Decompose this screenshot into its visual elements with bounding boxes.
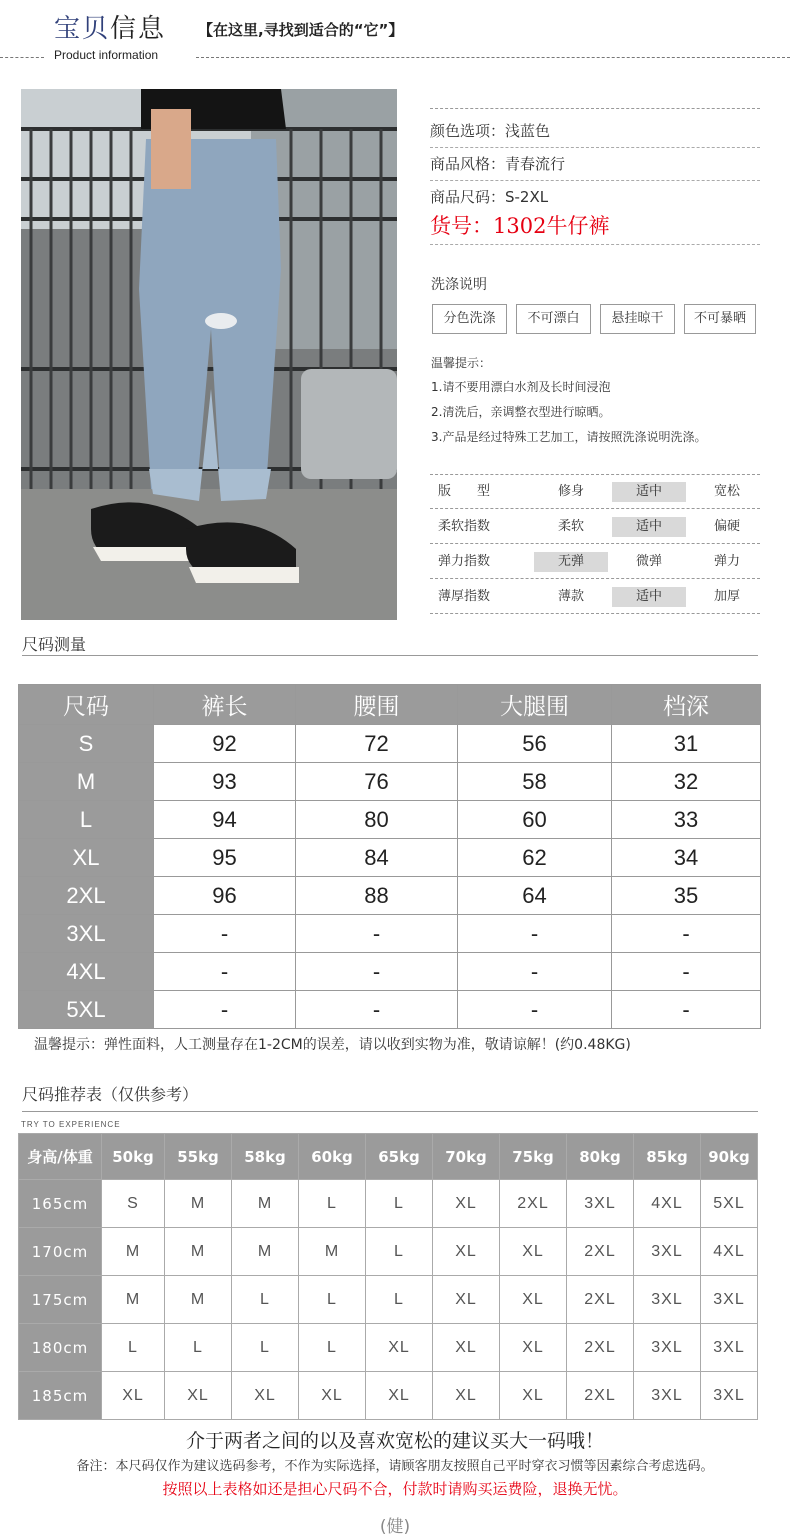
recommend-size-cell: XL <box>500 1372 567 1420</box>
recommend-header-cell: 85kg <box>634 1134 701 1180</box>
recommend-size-cell: 2XL <box>567 1372 634 1420</box>
size-value-cell: 35 <box>612 877 761 915</box>
recommend-size-cell: 3XL <box>634 1276 701 1324</box>
size-header-cell: 裤长 <box>154 685 296 725</box>
table-row <box>19 877 761 915</box>
attribute-option: 柔软 <box>557 519 584 534</box>
size-value-cell: - <box>458 991 612 1029</box>
recommend-header-cell: 60kg <box>299 1134 366 1180</box>
size-value-cell: 92 <box>154 725 296 763</box>
table-row <box>19 763 761 801</box>
table-row <box>19 915 761 953</box>
recommend-table <box>18 1133 758 1420</box>
recommend-size-cell: 3XL <box>567 1180 634 1228</box>
attribute-name: 版 型 <box>438 484 491 499</box>
info-sizes: 商品尺码：S-2XL <box>430 188 549 206</box>
recommend-header-cell: 65kg <box>366 1134 433 1180</box>
attribute-option-selected: 适中 <box>612 517 686 537</box>
size-value-cell: 31 <box>612 725 761 763</box>
recommend-header-cell: 55kg <box>165 1134 232 1180</box>
size-value-cell: 80 <box>296 801 458 839</box>
size-value-cell: 34 <box>612 839 761 877</box>
recommend-size-cell: 3XL <box>634 1324 701 1372</box>
recommend-size-cell: 4XL <box>634 1180 701 1228</box>
recommend-header-cell: 身高/体重 <box>19 1134 102 1180</box>
recommend-size-cell: XL <box>102 1372 165 1420</box>
attribute-name: 弹力指数 <box>438 554 491 569</box>
recommend-size-cell: L <box>232 1276 299 1324</box>
attribute-option: 修身 <box>557 484 584 499</box>
recommend-size-cell: M <box>102 1276 165 1324</box>
recommend-size-cell: L <box>366 1228 433 1276</box>
recommend-title: 尺码推荐表（仅供参考） <box>22 1085 199 1104</box>
attribute-option-selected: 适中 <box>612 587 686 607</box>
size-label-cell: M <box>19 763 154 801</box>
recommend-size-cell: 3XL <box>701 1372 758 1420</box>
recommend-header-cell: 58kg <box>232 1134 299 1180</box>
size-section-title: 尺码测量 <box>22 635 87 654</box>
recommend-size-cell: S <box>102 1180 165 1228</box>
recommend-size-cell: 2XL <box>567 1228 634 1276</box>
size-table <box>18 684 761 1029</box>
table-row <box>19 1324 758 1372</box>
recommend-size-cell: M <box>299 1228 366 1276</box>
size-header-cell: 腰围 <box>296 685 458 725</box>
size-value-cell: - <box>612 953 761 991</box>
attribute-row <box>430 474 760 509</box>
table-row <box>19 1180 758 1228</box>
recommend-size-cell: L <box>299 1324 366 1372</box>
table-row <box>19 991 761 1029</box>
wash-tag: 悬挂晾干 <box>600 304 675 334</box>
size-value-cell: - <box>154 915 296 953</box>
recommend-size-cell: 3XL <box>634 1372 701 1420</box>
size-value-cell: 33 <box>612 801 761 839</box>
size-value-cell: 96 <box>154 877 296 915</box>
recommend-size-cell: XL <box>366 1372 433 1420</box>
recommend-header-cell: 70kg <box>433 1134 500 1180</box>
size-label-cell: 2XL <box>19 877 154 915</box>
attribute-option-selected: 适中 <box>612 482 686 502</box>
recommend-size-cell: 5XL <box>701 1180 758 1228</box>
title-part-b: 信息 <box>110 14 167 44</box>
recommend-size-cell: XL <box>433 1372 500 1420</box>
size-value-cell: 64 <box>458 877 612 915</box>
recommend-size-cell: XL <box>165 1372 232 1420</box>
height-label-cell: 170cm <box>19 1228 102 1276</box>
size-value-cell: 72 <box>296 725 458 763</box>
recommend-size-cell: 3XL <box>701 1276 758 1324</box>
size-value-cell: - <box>154 991 296 1029</box>
recommend-size-cell: M <box>232 1180 299 1228</box>
size-label-cell: 5XL <box>19 991 154 1029</box>
size-value-cell: - <box>296 915 458 953</box>
recommend-header-cell: 90kg <box>701 1134 758 1180</box>
attribute-option: 微弹 <box>635 554 662 569</box>
recommend-size-cell: XL <box>232 1372 299 1420</box>
recommend-size-cell: XL <box>500 1324 567 1372</box>
height-label-cell: 175cm <box>19 1276 102 1324</box>
section-title <box>54 8 166 45</box>
size-value-cell: - <box>154 953 296 991</box>
table-row <box>19 1372 758 1420</box>
height-label-cell: 185cm <box>19 1372 102 1420</box>
table-row <box>19 1228 758 1276</box>
height-label-cell: 165cm <box>19 1180 102 1228</box>
size-value-cell: - <box>296 991 458 1029</box>
recommend-size-cell: XL <box>433 1180 500 1228</box>
attribute-name: 薄厚指数 <box>438 589 491 604</box>
recommend-size-cell: M <box>165 1228 232 1276</box>
recommend-size-cell: L <box>366 1180 433 1228</box>
attribute-name: 柔软指数 <box>438 519 491 534</box>
attribute-option: 偏硬 <box>713 519 740 534</box>
tips-title: 温馨提示： <box>431 356 492 370</box>
size-value-cell: 58 <box>458 763 612 801</box>
divider <box>430 244 760 245</box>
recommend-size-cell: L <box>232 1324 299 1372</box>
recommend-size-cell: 3XL <box>701 1324 758 1372</box>
wash-tag: 不可暴晒 <box>684 304 756 334</box>
info-style: 商品风格：青春流行 <box>430 148 760 181</box>
recommend-size-cell: 2XL <box>567 1324 634 1372</box>
size-label-cell: L <box>19 801 154 839</box>
recommend-size-cell: XL <box>433 1228 500 1276</box>
size-value-cell: - <box>612 915 761 953</box>
header-subtitle: 【在这里,寻找到适合的“它”】 <box>198 21 404 39</box>
size-value-cell: 93 <box>154 763 296 801</box>
recommend-size-cell: 3XL <box>634 1228 701 1276</box>
page-header <box>0 0 790 72</box>
size-header-cell: 大腿围 <box>458 685 612 725</box>
divider <box>196 57 790 58</box>
recommend-size-cell: XL <box>500 1276 567 1324</box>
size-value-cell: - <box>296 953 458 991</box>
attribute-row <box>430 544 760 579</box>
tip-item: 2.清洗后，亲调整衣型进行晾晒。 <box>431 405 611 419</box>
table-row <box>19 953 761 991</box>
attribute-option: 加厚 <box>713 589 740 604</box>
table-row <box>19 801 761 839</box>
recommend-header-cell: 75kg <box>500 1134 567 1180</box>
recommend-size-cell: 2XL <box>567 1276 634 1324</box>
recommend-size-cell: XL <box>299 1372 366 1420</box>
recommend-size-cell: M <box>102 1228 165 1276</box>
wash-tag: 分色洗涤 <box>432 304 507 334</box>
attribute-option: 弹力 <box>713 554 740 569</box>
size-value-cell: 32 <box>612 763 761 801</box>
size-header-cell: 档深 <box>612 685 761 725</box>
height-label-cell: 180cm <box>19 1324 102 1372</box>
recommend-size-cell: XL <box>433 1276 500 1324</box>
signature-text: (健) <box>379 1517 411 1537</box>
size-value-cell: 84 <box>296 839 458 877</box>
recommend-size-cell: L <box>165 1324 232 1372</box>
info-color: 颜色选项：浅蓝色 <box>430 115 760 148</box>
remark-text: 备注：本尺码仅作为建议选码参考，不作为实际选择，请顾客朋友按照自己平时穿衣习惯等因素综合考虑选码。 <box>76 1459 714 1474</box>
recommend-size-cell: XL <box>433 1324 500 1372</box>
recommend-size-cell: M <box>165 1276 232 1324</box>
size-value-cell: - <box>612 991 761 1029</box>
recommend-size-cell: 4XL <box>701 1228 758 1276</box>
attribute-option: 宽松 <box>713 484 740 499</box>
size-label-cell: 3XL <box>19 915 154 953</box>
recommend-header-row <box>19 1134 758 1180</box>
size-value-cell: - <box>458 915 612 953</box>
size-value-cell: - <box>458 953 612 991</box>
tip-item: 3.产品是经过特殊工艺加工，请按照洗涤说明洗涤。 <box>431 430 707 444</box>
size-value-cell: 95 <box>154 839 296 877</box>
attribute-row <box>430 579 760 614</box>
recommend-header-cell: 80kg <box>567 1134 634 1180</box>
table-row <box>19 1276 758 1324</box>
size-note: 温馨提示：弹性面料，人工测量存在1-2CM的误差，请以收到实物为准，敬请谅解！(约0.48KG) <box>34 1037 631 1053</box>
recommend-header-cell: 50kg <box>102 1134 165 1180</box>
recommend-size-cell: L <box>299 1276 366 1324</box>
size-label-cell: S <box>19 725 154 763</box>
recommend-size-cell: XL <box>366 1324 433 1372</box>
size-value-cell: 94 <box>154 801 296 839</box>
size-value-cell: 56 <box>458 725 612 763</box>
divider <box>0 57 44 58</box>
info-sku: 货号：1302牛仔裤 <box>430 214 610 238</box>
product-photo <box>21 89 397 620</box>
title-part-a: 宝贝 <box>54 14 111 44</box>
size-value-cell: 60 <box>458 801 612 839</box>
recommend-size-cell: L <box>366 1276 433 1324</box>
recommend-size-cell: L <box>299 1180 366 1228</box>
divider <box>430 108 760 109</box>
size-header-cell: 尺码 <box>19 685 154 725</box>
attribute-row <box>430 509 760 544</box>
size-value-cell: 76 <box>296 763 458 801</box>
recommend-size-cell: M <box>165 1180 232 1228</box>
advice-text: 介于两者之间的以及喜欢宽松的建议买大一码哦！ <box>185 1430 604 1452</box>
header-english: Product information <box>54 48 159 62</box>
wash-tag: 不可漂白 <box>516 304 591 334</box>
table-row <box>19 725 761 763</box>
size-value-cell: 88 <box>296 877 458 915</box>
attribute-option-selected: 无弹 <box>534 552 608 572</box>
divider <box>22 1111 758 1112</box>
table-row <box>19 839 761 877</box>
recommend-size-cell: M <box>232 1228 299 1276</box>
wash-title: 洗涤说明 <box>431 277 487 293</box>
size-label-cell: 4XL <box>19 953 154 991</box>
divider <box>22 655 758 656</box>
recommend-size-cell: 2XL <box>500 1180 567 1228</box>
recommend-english: TRY TO EXPERIENCE <box>21 1120 121 1129</box>
attribute-option: 薄款 <box>557 589 584 604</box>
warning-text: 按照以上表格如还是担心尺码不合，付款时请购买运费险，退换无忧。 <box>162 1480 628 1498</box>
jeans-photo-icon <box>21 89 397 620</box>
tip-item: 1.请不要用漂白水剂及长时间浸泡 <box>431 380 611 394</box>
size-label-cell: XL <box>19 839 154 877</box>
recommend-size-cell: XL <box>500 1228 567 1276</box>
size-value-cell: 62 <box>458 839 612 877</box>
recommend-size-cell: L <box>102 1324 165 1372</box>
size-table-header-row <box>19 685 761 725</box>
